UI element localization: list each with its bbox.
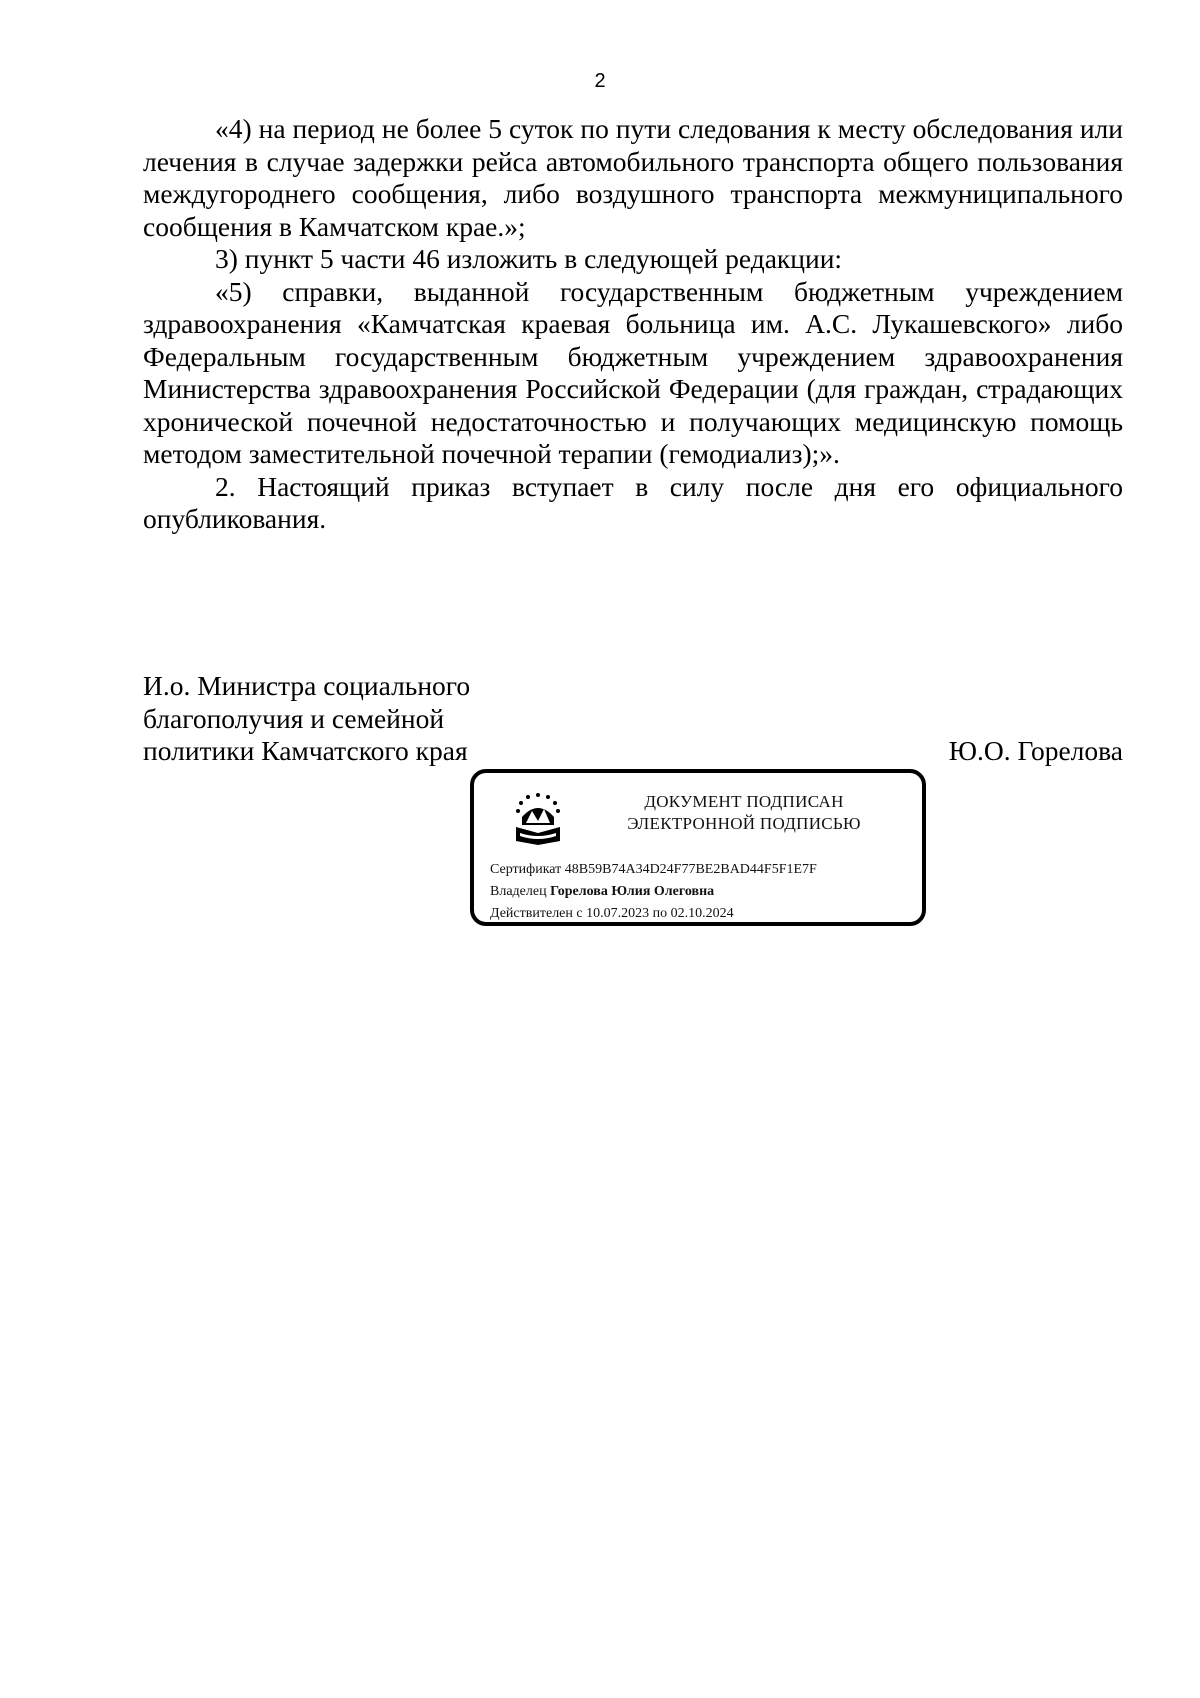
signature-block	[143, 670, 1123, 768]
paragraph-effective-date: 2. Настоящий приказ вступает в силу после дня его официального опубликования.	[143, 470, 1123, 534]
stamp-certificate	[490, 861, 817, 879]
paragraph-item-5: «5) справки, выданной государственным бюджетным учреждением здравоохранения «Камчатская краевая больница им. А.С. Лукашевского» либо Федеральным государственным бюджетным учреждением здравоохранения Министерства здравоохранения Российской Федерации (для граждан, страдающих хронической почечной недостаточностью и получающих медицинскую помощь методом заместительной почечной терапии (гемодиализ);».	[143, 275, 1123, 469]
valid-label: Действителен	[490, 906, 573, 921]
stamp-heading-line1: ДОКУМЕНТ ПОДПИСАН	[644, 792, 844, 811]
signer-title: И.о. Министра социального благополучия и семейной политики Камчатского края	[143, 670, 471, 766]
certificate-label: Сертификат	[490, 862, 562, 877]
stamp-owner	[490, 883, 714, 901]
valid-from-prefix: с	[576, 906, 583, 921]
owner-value: Горелова Юлия Олеговна	[550, 884, 715, 899]
valid-to-prefix: по	[652, 906, 668, 921]
certificate-value: 48B59B74A34D24F77BE2BAD44F5F1E7F	[564, 862, 817, 877]
page-number: 2	[594, 70, 606, 92]
owner-label: Владелец	[490, 884, 547, 899]
document-body	[143, 113, 1123, 536]
paragraph-item-4: «4) на период не более 5 суток по пути следования к месту обследования или лечения в случае задержки рейса автомобильного транспорта общего пользования междугороднего сообщения, либо воздушного транспорта межмуниципального сообщения в Камчатском крае.»;	[143, 113, 1123, 242]
valid-from: 10.07.2023	[586, 906, 650, 921]
stamp-heading	[594, 791, 894, 835]
stamp-heading-line2: ЭЛЕКТРОННОЙ ПОДПИСЬЮ	[627, 814, 861, 833]
paragraph-point-3: 3) пункт 5 части 46 изложить в следующей редакции:	[215, 243, 843, 274]
stamp-validity	[490, 905, 734, 923]
valid-to: 02.10.2024	[670, 906, 734, 921]
signer-name: Ю.О. Горелова	[948, 735, 1123, 766]
electronic-signature-stamp	[470, 769, 926, 926]
kamchatka-coat-of-arms-icon	[508, 787, 568, 847]
